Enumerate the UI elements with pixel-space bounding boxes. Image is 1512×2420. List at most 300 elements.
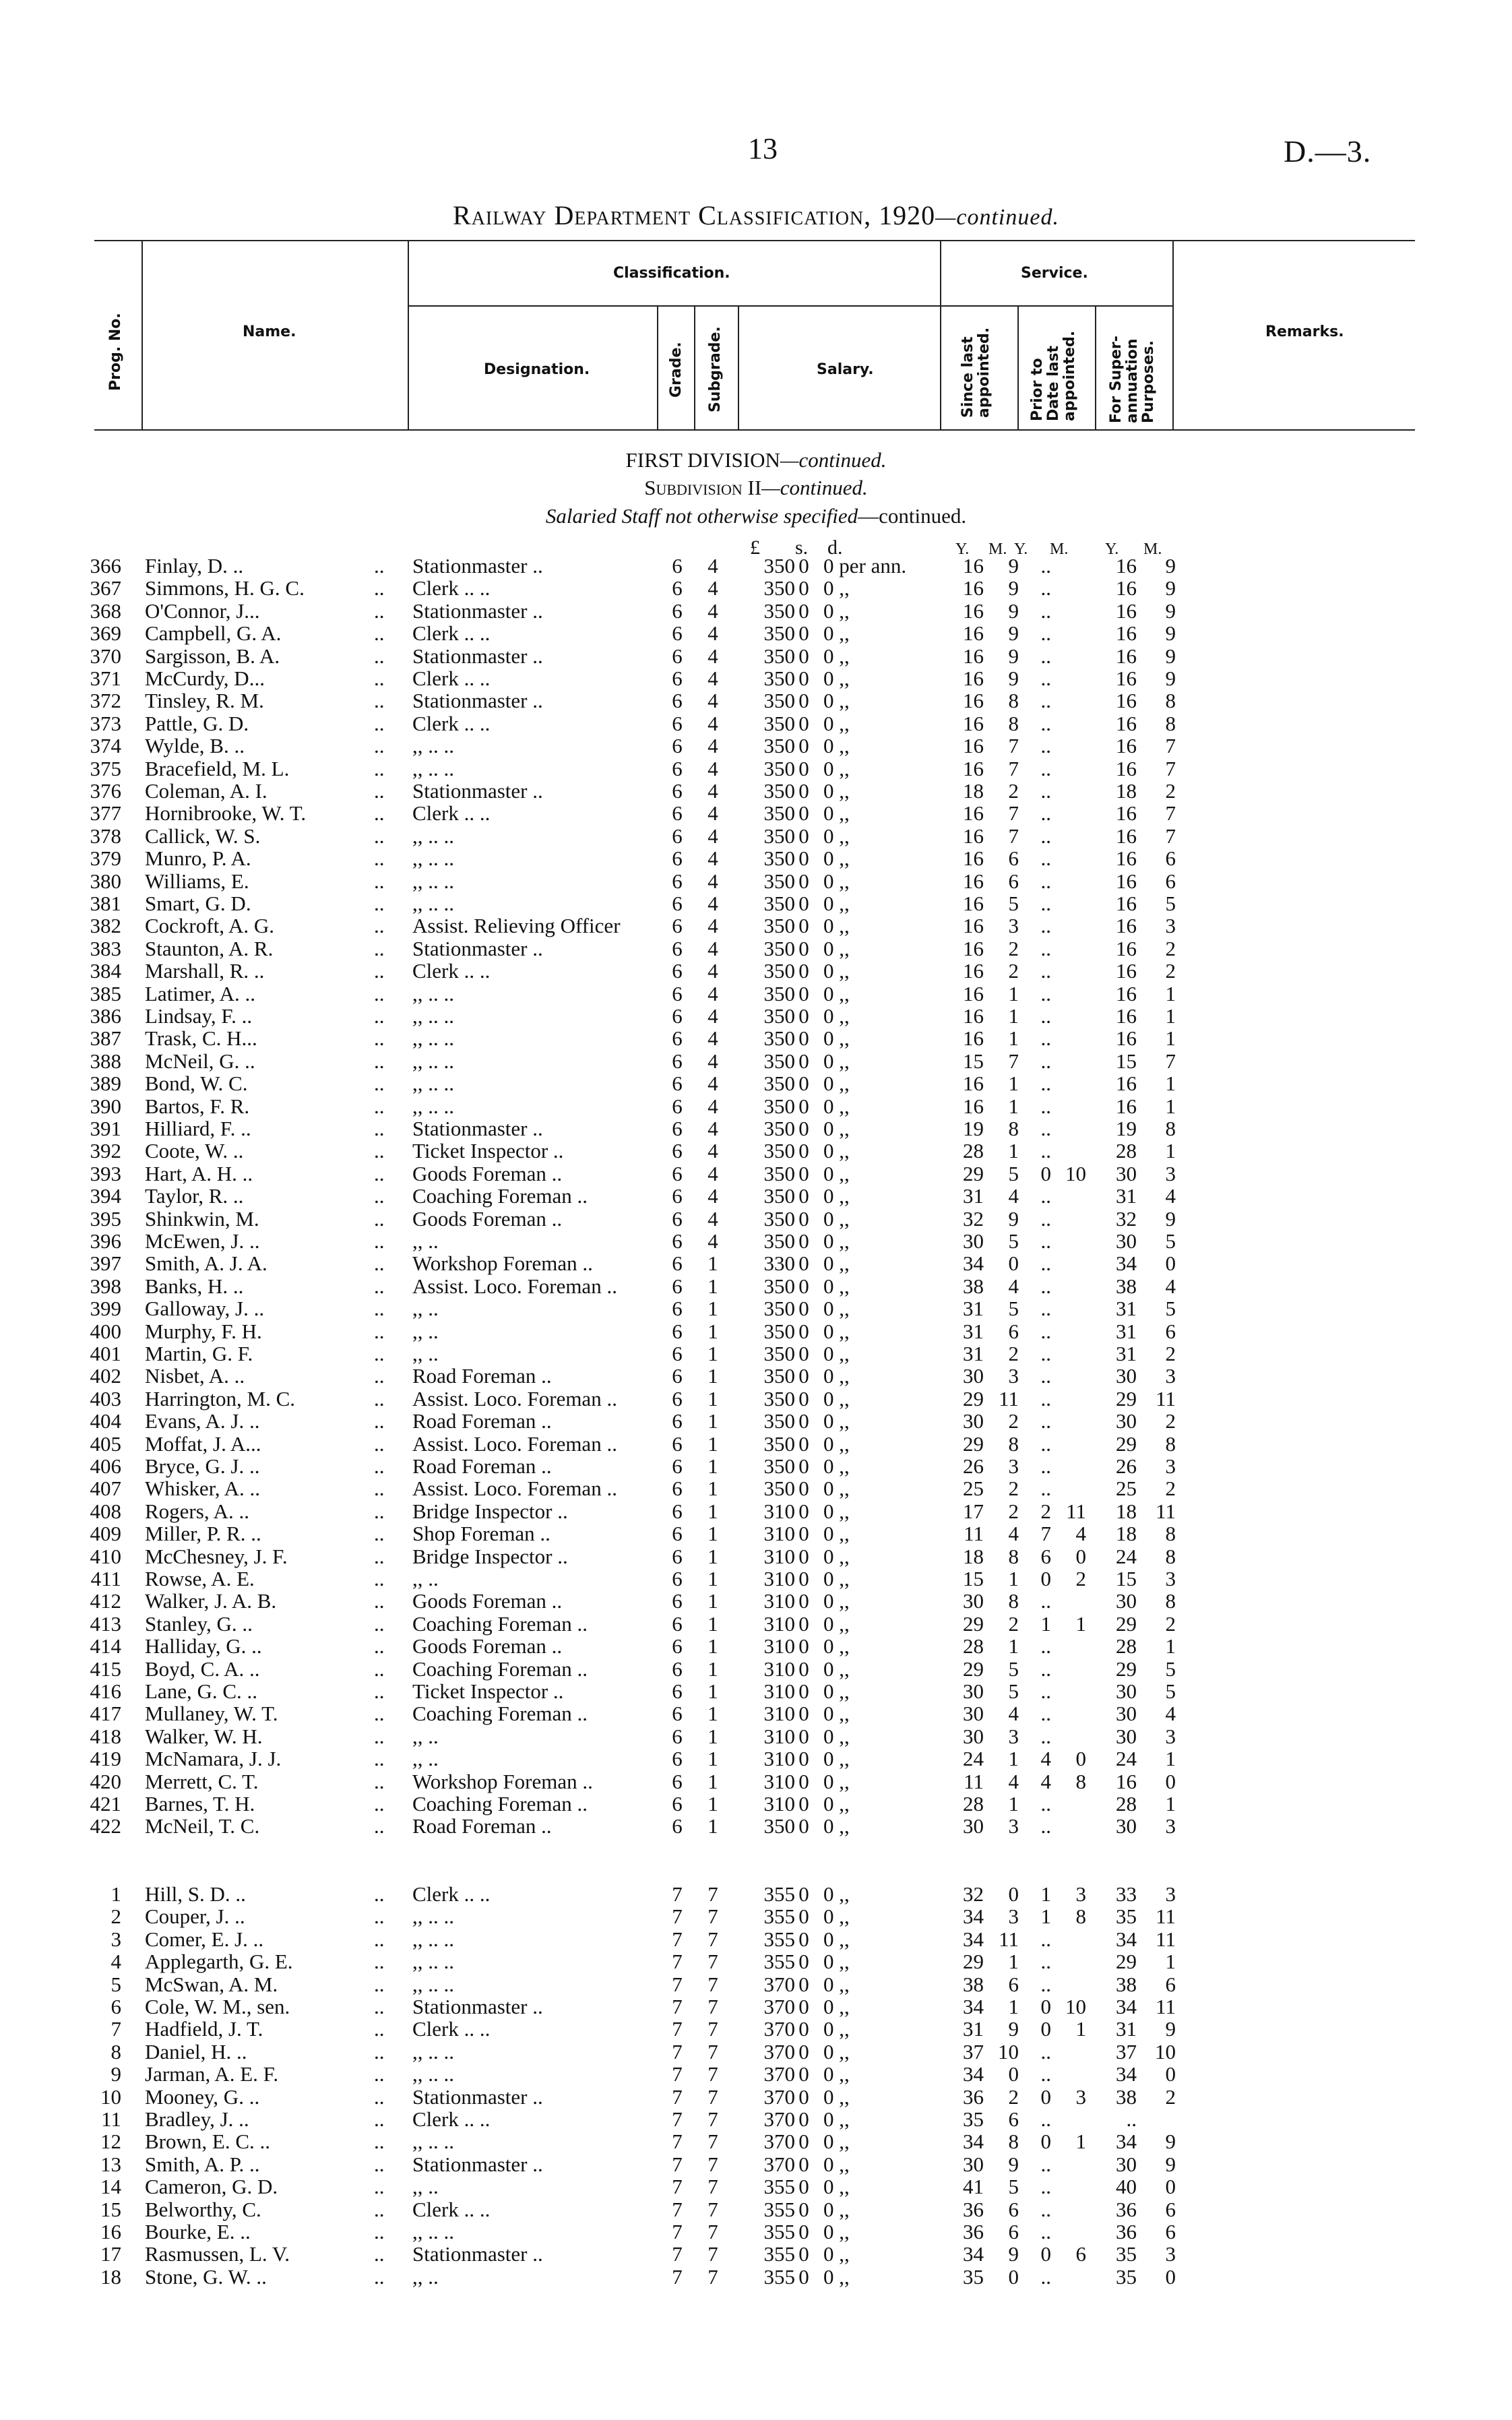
cell-prog-no: 367 [90,576,121,600]
cell-salary-pounds: 350 [763,1386,795,1410]
cell-super-months: 3 [1165,1724,1176,1748]
cell-leader-dots: .. [374,1702,385,1726]
cell-since-months: 1 [1008,1139,1019,1163]
cell-designation: ,, .. .. [412,1950,454,1974]
cell-prior-years: .. [1040,554,1051,578]
cell-name: Bryce, G. J. .. [145,1454,260,1478]
cell-prior-months: 2 [1075,1567,1086,1590]
cell-salary-pounds: 350 [763,666,795,690]
cell-super-months: 1 [1165,1026,1176,1051]
cell-salary-pounds: 350 [763,1139,795,1163]
cell-salary-pence: 0 ,, [823,959,850,983]
cell-since-years: 16 [963,1026,984,1051]
cell-super-years: 16 [1116,1072,1137,1096]
cell-since-years: 35 [963,2264,984,2289]
cell-since-months: 2 [1008,1409,1019,1433]
cell-subgrade: 1 [707,1274,718,1298]
cell-salary-pence: 0 ,, [823,576,850,600]
cell-since-years: 16 [963,644,984,668]
cell-super-years: 36 [1116,2220,1137,2243]
cell-since-years: 16 [963,846,984,871]
cell-salary-pence: 0 ,, [823,2039,850,2064]
cell-salary-pence: 0 ,, [823,914,850,938]
cell-leader-dots: .. [374,2039,385,2064]
header-divider [1172,240,1174,429]
cell-since-months: 5 [1008,1297,1019,1321]
cell-prior-years: .. [1040,1229,1051,1253]
cell-salary-pounds: 350 [763,959,795,983]
cell-prior-months: 4 [1075,1522,1086,1546]
cell-name: McNeil, T. C. [145,1814,260,1838]
cell-since-months: 4 [1008,1522,1019,1546]
cell-leader-dots: .. [374,1634,385,1658]
cell-grade: 7 [672,2242,683,2266]
cell-since-years: 16 [963,936,984,960]
cell-prog-no: 393 [90,1161,121,1185]
cell-salary-pounds: 350 [763,711,795,735]
cell-since-months: 8 [1008,1431,1019,1456]
cell-super-months: 9 [1165,666,1176,690]
cell-super-months: 2 [1165,959,1176,983]
cell-leader-dots: .. [374,1522,385,1546]
cell-name: Smart, G. D. [145,892,251,915]
cell-leader-dots: .. [374,959,385,983]
cell-salary-shillings: 0 [798,1004,809,1028]
cell-grade: 7 [672,1950,683,1974]
cell-salary-pence: 0 ,, [823,1319,850,1343]
cell-name: Moffat, J. A... [145,1431,261,1456]
cell-since-years: 31 [963,1297,984,1321]
cell-super-years: 34 [1116,2062,1137,2086]
cell-prog-no: 4 [111,1950,121,1974]
document-reference: D.—3. [1284,134,1372,168]
cell-salary-shillings: 0 [798,1927,809,1951]
cell-salary-pounds: 310 [763,1567,795,1590]
cell-subgrade: 4 [707,644,718,668]
cell-since-months: 10 [998,2039,1019,2064]
cell-name: Belworthy, C. [145,2197,261,2221]
cell-super-months: 8 [1165,711,1176,735]
cell-since-years: 30 [963,1724,984,1748]
cell-salary-shillings: 0 [798,2107,809,2131]
cell-salary-shillings: 0 [798,1319,809,1343]
cell-designation: Clerk .. .. [412,621,491,646]
cell-since-years: 28 [963,1792,984,1816]
cell-grade: 6 [672,1117,683,1140]
cell-salary-pence: 0 ,, [823,2264,850,2289]
cell-prior-years: .. [1040,598,1051,623]
cell-since-months: 1 [1008,1004,1019,1028]
cell-prior-years: 4 [1040,1747,1051,1771]
cell-name: Cameron, G. D. [145,2175,278,2199]
cell-grade: 7 [672,2197,683,2221]
cell-salary-pounds: 350 [763,1364,795,1388]
cell-since-months: 3 [1008,1724,1019,1748]
cell-salary-shillings: 0 [798,892,809,915]
cell-name: Rogers, A. .. [145,1499,249,1523]
cell-salary-pounds: 310 [763,1679,795,1703]
cell-salary-pence: 0 ,, [823,1117,850,1140]
header-for-super: For Super- annuation Purposes. [1108,336,1157,423]
cell-prior-years: .. [1040,892,1051,915]
cell-designation: Clerk .. .. [412,1882,491,1906]
cell-salary-shillings: 0 [798,1409,809,1433]
cell-salary-pence: 0 ,, [823,666,850,690]
cell-since-years: 17 [963,1499,984,1523]
cell-designation: ,, .. .. [412,2062,454,2086]
cell-super-months: 11 [1156,1386,1176,1410]
cell-salary-pounds: 310 [763,1702,795,1726]
cell-super-years: 31 [1116,1297,1137,1321]
cell-prog-no: 418 [90,1724,121,1748]
cell-salary-shillings: 0 [798,2130,809,2154]
cell-salary-shillings: 0 [798,1611,809,1636]
cell-leader-dots: .. [374,644,385,668]
cell-since-years: 41 [963,2175,984,2199]
cell-super-months: 2 [1165,2084,1176,2109]
cell-name: Smith, A. P. .. [145,2152,260,2176]
cell-subgrade: 7 [707,1950,718,1974]
cell-salary-shillings: 0 [798,1364,809,1388]
header-salary: Salary. [817,361,874,378]
cell-salary-pence: 0 ,, [823,1814,850,1838]
cell-subgrade: 4 [707,892,718,915]
cell-super-months: 3 [1165,1454,1176,1478]
cell-prog-no: 373 [90,711,121,735]
cell-subgrade: 4 [707,824,718,848]
cell-leader-dots: .. [374,1589,385,1613]
cell-designation: ,, .. [412,1297,439,1321]
cell-prior-years: .. [1040,779,1051,803]
cell-designation: Shop Foreman .. [412,1522,550,1546]
cell-since-years: 38 [963,1972,984,1996]
cell-prog-no: 403 [90,1386,121,1410]
cell-prog-no: 409 [90,1522,121,1546]
cell-super-years: 38 [1116,1274,1137,1298]
cell-grade: 6 [672,1499,683,1523]
cell-prog-no: 374 [90,734,121,758]
cell-name: Banks, H. .. [145,1274,244,1298]
cell-leader-dots: .. [374,756,385,780]
cell-salary-pence: 0 ,, [823,734,850,758]
cell-since-months: 5 [1008,1679,1019,1703]
cell-leader-dots: .. [374,1995,385,2018]
cell-salary-shillings: 0 [798,576,809,600]
cell-prog-no: 368 [90,598,121,623]
cell-prior-months: 11 [1066,1499,1086,1523]
cell-super-months: 1 [1165,1139,1176,1163]
cell-salary-pounds: 355 [763,1904,795,1929]
cell-since-months: 7 [1008,824,1019,848]
cell-since-months: 1 [1008,1026,1019,1051]
cell-leader-dots: .. [374,1814,385,1838]
cell-prior-months: 10 [1065,1995,1086,2018]
cell-super-months: 5 [1165,1297,1176,1321]
cell-prior-months: 10 [1065,1161,1086,1185]
cell-prog-no: 415 [90,1656,121,1681]
cell-super-years: 29 [1116,1656,1137,1681]
cell-prog-no: 6 [111,1995,121,2018]
cell-since-years: 32 [963,1206,984,1231]
cell-salary-pence: 0 ,, [823,1904,850,1929]
cell-designation: Assist. Loco. Foreman .. [412,1386,617,1410]
cell-salary-pounds: 350 [763,1431,795,1456]
cell-name: Rasmussen, L. V. [145,2242,290,2266]
cell-grade: 6 [672,1409,683,1433]
cell-salary-shillings: 0 [798,1297,809,1321]
cell-prior-years: .. [1040,824,1051,848]
cell-prior-years: .. [1040,1477,1051,1501]
cell-subgrade: 7 [707,2084,718,2109]
cell-designation: ,, .. .. [412,1004,454,1028]
cell-since-years: 29 [963,1161,984,1185]
cell-super-years: 34 [1116,2130,1137,2154]
cell-grade: 6 [672,666,683,690]
cell-since-months: 1 [1008,1634,1019,1658]
cell-grade: 6 [672,1792,683,1816]
cell-prior-years: 1 [1040,1882,1051,1906]
cell-salary-pence: 0 ,, [823,2107,850,2131]
cell-prior-years: .. [1040,1319,1051,1343]
cell-grade: 6 [672,1589,683,1613]
cell-name: Miller, P. R. .. [145,1522,261,1546]
cell-salary-pounds: 355 [763,2264,795,2289]
cell-salary-pence: 0 ,, [823,1386,850,1410]
cell-super-years: 18 [1116,779,1137,803]
cell-name: Applegarth, G. E. [145,1950,293,1974]
cell-salary-pounds: 350 [763,869,795,893]
cell-super-months: 2 [1165,1611,1176,1636]
cell-salary-pounds: 370 [763,2084,795,2109]
cell-since-months: 3 [1008,1814,1019,1838]
cell-prog-no: 389 [90,1072,121,1096]
cell-designation: ,, .. .. [412,756,454,780]
cell-name: Harrington, M. C. [145,1386,296,1410]
cell-salary-pounds: 310 [763,1611,795,1636]
cell-super-months: 9 [1165,2152,1176,2176]
cell-name: Walker, J. A. B. [145,1589,277,1613]
cell-name: Cole, W. M., sen. [145,1995,290,2018]
cell-super-years: 19 [1116,1117,1137,1140]
cell-subgrade: 1 [707,1342,718,1365]
cell-prior-years: .. [1040,801,1051,826]
cell-leader-dots: .. [374,1499,385,1523]
cell-super-years: 16 [1116,644,1137,668]
cell-designation: Clerk .. .. [412,666,491,690]
cell-name: Hadfield, J. T. [145,2017,263,2041]
cell-salary-shillings: 0 [798,1589,809,1613]
cell-super-years: 35 [1116,2264,1137,2289]
cell-prog-no: 414 [90,1634,121,1658]
cell-name: Barnes, T. H. [145,1792,255,1816]
cell-salary-shillings: 0 [798,2017,809,2041]
cell-since-months: 2 [1008,936,1019,960]
cell-grade: 6 [672,914,683,938]
cell-super-months: 1 [1165,1634,1176,1658]
cell-salary-pence: 0 ,, [823,1611,850,1636]
cell-salary-pence: 0 ,, [823,1026,850,1051]
cell-designation: ,, .. .. [412,824,454,848]
cell-super-months: 0 [1165,1769,1176,1793]
cell-since-years: 29 [963,1431,984,1456]
title-main: Railway Department Classification, 1920 [453,200,936,230]
cell-salary-shillings: 0 [798,1544,809,1568]
cell-name: Williams, E. [145,869,249,893]
cell-leader-dots: .. [374,1950,385,1974]
cell-salary-shillings: 0 [798,2220,809,2243]
cell-super-months: 6 [1165,869,1176,893]
header-divider [940,240,941,429]
cell-super-months: 1 [1165,981,1176,1005]
cell-super-years: 16 [1116,711,1137,735]
cell-grade: 7 [672,1904,683,1929]
cell-super-months: 2 [1165,1409,1176,1433]
cell-name: Mullaney, W. T. [145,1702,278,1726]
cell-since-years: 29 [963,1386,984,1410]
cell-prog-no: 394 [90,1184,121,1208]
cell-salary-pence: 0 ,, [823,689,850,713]
cell-super-months: 6 [1165,2197,1176,2221]
cell-since-years: 38 [963,1274,984,1298]
cell-since-months: 2 [1008,1342,1019,1365]
cell-super-years: 18 [1116,1499,1137,1523]
cell-since-years: 31 [963,1319,984,1343]
cell-grade: 6 [672,1139,683,1163]
cell-super-years: 18 [1116,1522,1137,1546]
cell-name: McChesney, J. F. [145,1544,288,1568]
cell-salary-shillings: 0 [798,1995,809,2018]
cell-grade: 6 [672,1567,683,1590]
cell-leader-dots: .. [374,1724,385,1748]
cell-name: Whisker, A. .. [145,1477,260,1501]
cell-super-months: 4 [1165,1702,1176,1726]
cell-super-months: 8 [1165,1117,1176,1140]
cell-designation: ,, .. [412,2175,439,2199]
cell-salary-pounds: 310 [763,1522,795,1546]
cell-name: Munro, P. A. [145,846,251,871]
cell-salary-pounds: 350 [763,1206,795,1231]
cell-salary-pence: 0 ,, [823,869,850,893]
cell-super-years: 16 [1116,1004,1137,1028]
cell-grade: 6 [672,1679,683,1703]
cell-since-months: 9 [1008,2017,1019,2041]
cell-prog-no: 411 [90,1567,121,1590]
cell-since-months: 5 [1008,1161,1019,1185]
cell-prior-years: .. [1040,576,1051,600]
cell-prior-years: .. [1040,1792,1051,1816]
cell-since-months: 5 [1008,892,1019,915]
cell-leader-dots: .. [374,1364,385,1388]
cell-salary-pounds: 350 [763,1094,795,1118]
cell-salary-pounds: 330 [763,1251,795,1276]
cell-designation: Stationmaster .. [412,779,543,803]
cell-prog-no: 402 [90,1364,121,1388]
cell-leader-dots: .. [374,711,385,735]
cell-salary-pence: 0 ,, [823,1499,850,1523]
cell-since-months: 3 [1008,914,1019,938]
cell-salary-pounds: 350 [763,1072,795,1096]
header-prog-no: Prog. No. [107,313,124,391]
cell-leader-dots: .. [374,1454,385,1478]
cell-prior-years: .. [1040,1094,1051,1118]
cell-grade: 6 [672,1319,683,1343]
cell-grade: 6 [672,1386,683,1410]
cell-since-months: 2 [1008,779,1019,803]
cell-super-years: 35 [1116,1904,1137,1929]
cell-salary-pence: 0 ,, [823,1139,850,1163]
cell-prog-no: 369 [90,621,121,646]
cell-salary-shillings: 0 [798,1094,809,1118]
cell-designation: Bridge Inspector .. [412,1499,568,1523]
cell-salary-pence: 0 ,, [823,1094,850,1118]
cell-salary-shillings: 0 [798,554,809,578]
cell-salary-pounds: 370 [763,2107,795,2131]
cell-super-months: 3 [1165,1161,1176,1185]
cell-salary-shillings: 0 [798,1814,809,1838]
cell-designation: Clerk .. .. [412,576,491,600]
cell-grade: 6 [672,1814,683,1838]
cell-subgrade: 4 [707,936,718,960]
cell-prior-years: .. [1040,1251,1051,1276]
cell-grade: 6 [672,1724,683,1748]
cell-since-years: 15 [963,1567,984,1590]
cell-salary-pence: 0 ,, [823,1342,850,1365]
cell-salary-pounds: 310 [763,1589,795,1613]
cell-designation: Stationmaster .. [412,644,543,668]
header-divider [694,305,695,429]
cell-leader-dots: .. [374,2220,385,2243]
cell-salary-pounds: 350 [763,1409,795,1433]
cell-salary-pence: 0 ,, [823,1251,850,1276]
cell-prior-years: .. [1040,1679,1051,1703]
cell-designation: ,, .. .. [412,981,454,1005]
cell-salary-shillings: 0 [798,936,809,960]
cell-salary-pounds: 310 [763,1747,795,1771]
cell-subgrade: 7 [707,1882,718,1906]
cell-since-months: 1 [1008,1792,1019,1816]
cell-salary-pounds: 350 [763,846,795,871]
cell-super-months: 1 [1165,1747,1176,1771]
cell-since-months: 6 [1008,2197,1019,2221]
cell-leader-dots: .. [374,2152,385,2176]
cell-super-years: 16 [1116,689,1137,713]
cell-grade: 7 [672,2152,683,2176]
cell-salary-shillings: 0 [798,1184,809,1208]
cell-salary-pence: 0 ,, [823,2084,850,2109]
cell-super-years: 30 [1116,1814,1137,1838]
cell-leader-dots: .. [374,892,385,915]
cell-since-months: 0 [1008,2264,1019,2289]
cell-since-years: 15 [963,1049,984,1073]
cell-designation: Assist. Relieving Officer [412,914,621,938]
cell-subgrade: 4 [707,1206,718,1231]
cell-super-years: .. [1126,2107,1137,2131]
cell-salary-pounds: 355 [763,1927,795,1951]
cell-name: Galloway, J. .. [145,1297,265,1321]
cell-super-years: 16 [1116,936,1137,960]
cell-salary-pounds: 350 [763,824,795,848]
cell-name: Nisbet, A. .. [145,1364,245,1388]
cell-super-years: 37 [1116,2039,1137,2064]
header-remarks: Remarks. [1265,323,1344,340]
cell-grade: 6 [672,1611,683,1636]
cell-prog-no: 420 [90,1769,121,1793]
cell-salary-shillings: 0 [798,644,809,668]
cell-salary-shillings: 0 [798,1522,809,1546]
cell-prog-no: 386 [90,1004,121,1028]
cell-since-years: 16 [963,801,984,826]
header-subgrade: Subgrade. [707,326,724,412]
